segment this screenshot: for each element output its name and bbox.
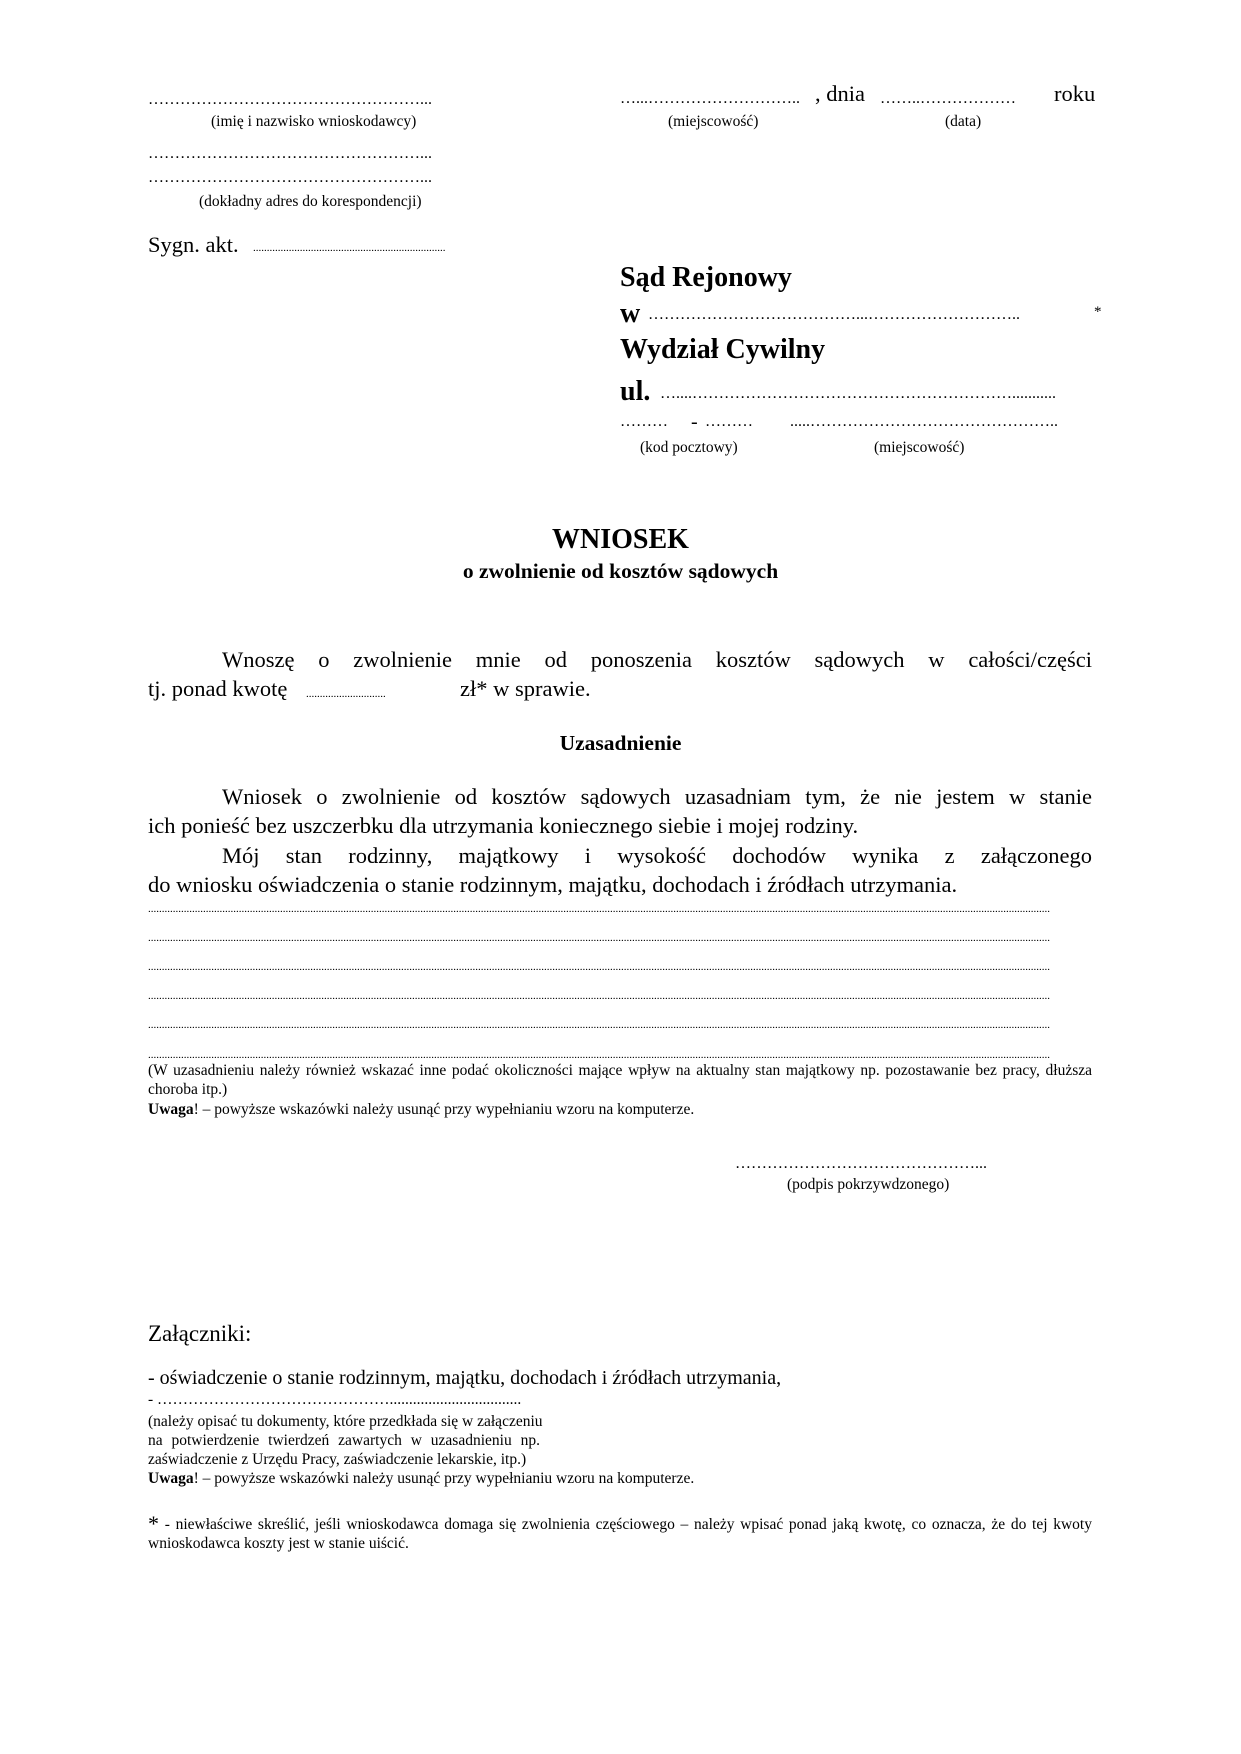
- attachments-hint-line-1: (należy opisać tu dokumenty, które przedkłada się w załączeniu: [148, 1413, 543, 1430]
- case-number-field[interactable]: ......................................................................: [253, 242, 446, 254]
- justification-fill-line[interactable]: [148, 960, 1092, 974]
- court-city-field[interactable]: …………………………………...………………………..: [648, 306, 1020, 323]
- footnote-star: *: [148, 1511, 159, 1536]
- place-field[interactable]: …...………………………..: [620, 90, 800, 107]
- attachment-item-1: - oświadczenie o stanie rodzinnym, majątku, dochodach i źródłach utrzymania,: [148, 1367, 782, 1389]
- postal-code-part-2[interactable]: ………: [705, 413, 753, 430]
- court-street-label: ul.: [620, 376, 651, 407]
- request-line-2-end: zł* w sprawie.: [460, 676, 591, 701]
- address-caption: (dokładny adres do korespondencji): [199, 193, 422, 210]
- court-city-label: w: [620, 298, 641, 329]
- applicant-name-line[interactable]: ……………………………………………...: [148, 91, 432, 108]
- justification-p1-line-1: Wniosek o zwolnienie od kosztów sądowych uzasadniam tym, że nie jestem w stanie: [222, 784, 1092, 809]
- address-line-1[interactable]: ……………………………………………...: [148, 145, 432, 162]
- applicant-name-caption: (imię i nazwisko wnioskodawcy): [211, 113, 417, 130]
- postal-code-part-1[interactable]: ………: [620, 413, 668, 430]
- justification-fill-line[interactable]: [148, 1018, 1092, 1032]
- date-field[interactable]: ……..………………: [880, 90, 1016, 107]
- court-city-footnote-star: *: [1094, 304, 1102, 320]
- court-division: Wydział Cywilny: [620, 334, 826, 365]
- date-caption: (data): [945, 113, 982, 130]
- document-subtitle: o zwolnienie od kosztów sądowych: [462, 559, 779, 583]
- justification-warning: [148, 1102, 694, 1118]
- court-street-field[interactable]: …....……………………………………………………...........: [660, 385, 1056, 402]
- place-caption: (miejscowość): [668, 113, 759, 130]
- case-number-label: Sygn. akt.: [148, 232, 239, 257]
- attachments-hint-line-2: na potwierdzenie twierdzeń zawartych w uzasadnieniu np.: [148, 1432, 540, 1449]
- justification-p1-line-2: ich ponieść bez uszczerbku dla utrzymania koniecznego siebie i mojej rodziny.: [148, 813, 859, 838]
- request-line-2-start: tj. ponad kwotę: [148, 676, 288, 701]
- court-name: Sąd Rejonowy: [620, 262, 792, 293]
- attachments-hint-line-3: zaświadczenie z Urzędu Pracy, zaświadczenie lekarskie, itp.): [148, 1451, 527, 1468]
- dnia-label: , dnia: [815, 81, 865, 106]
- warning-bold: Uwaga: [148, 1101, 194, 1118]
- justification-fill-line[interactable]: [148, 989, 1092, 1003]
- signature-caption: (podpis pokrzywdzonego): [787, 1176, 950, 1193]
- justification-p2-line-2: do wniosku oświadczenia o stanie rodzinnym, majątku, dochodach i źródłach utrzymania.: [148, 872, 958, 897]
- request-line-1: Wnoszę o zwolnienie mnie od ponoszenia kosztów sądowych w całości/części: [222, 647, 1092, 672]
- signature-line[interactable]: ………………………………………...: [735, 1155, 987, 1172]
- court-city-postal-field[interactable]: .....………………………………………..: [790, 413, 1058, 430]
- justification-fill-line[interactable]: [148, 931, 1092, 945]
- justification-hint: (W uzasadnieniu należy również wskazać inne podać okoliczności mające wpływ na aktualny stan majątkowy np. pozostawanie bez pracy, dłuższa choroba itp.): [148, 1062, 1092, 1098]
- justification-fill-line[interactable]: [148, 902, 1092, 916]
- address-line-2[interactable]: ……………………………………………...: [148, 169, 432, 186]
- justification-heading: Uzasadnienie: [559, 731, 682, 755]
- document-title: WNIOSEK: [552, 524, 689, 555]
- attachments-warning: [148, 1471, 694, 1487]
- warning-bold: Uwaga: [148, 1470, 194, 1487]
- amount-field[interactable]: .............................: [306, 688, 386, 700]
- roku-label: roku: [1054, 81, 1096, 106]
- justification-fill-line[interactable]: [148, 1048, 1092, 1062]
- justification-p2-line-1: Mój stan rodzinny, majątkowy i wysokość dochodów wynika z załączonego: [222, 843, 1092, 868]
- court-city-caption: (miejscowość): [874, 439, 965, 456]
- footnote: [148, 1511, 1092, 1553]
- warning-text: ! – powyższe wskazówki należy usunąć przy wypełnianiu wzoru na komputerze.: [193, 1470, 695, 1487]
- postal-code-caption: (kod pocztowy): [640, 439, 738, 456]
- attachment-item-2-field[interactable]: - ………………………………………..................................: [148, 1391, 522, 1408]
- footnote-text: - niewłaściwe skreślić, jeśli wnioskodawca domaga się zwolnienia częściowego – należy wpisać ponad jaką kwotę, co oznacza, że do tej kwoty wnioskodawca koszty jest w stanie uiścić.: [148, 1516, 1092, 1552]
- attachments-heading: Załączniki:: [148, 1321, 252, 1346]
- postal-code-dash: -: [691, 411, 698, 433]
- warning-text: ! – powyższe wskazówki należy usunąć przy wypełnianiu wzoru na komputerze.: [193, 1101, 695, 1118]
